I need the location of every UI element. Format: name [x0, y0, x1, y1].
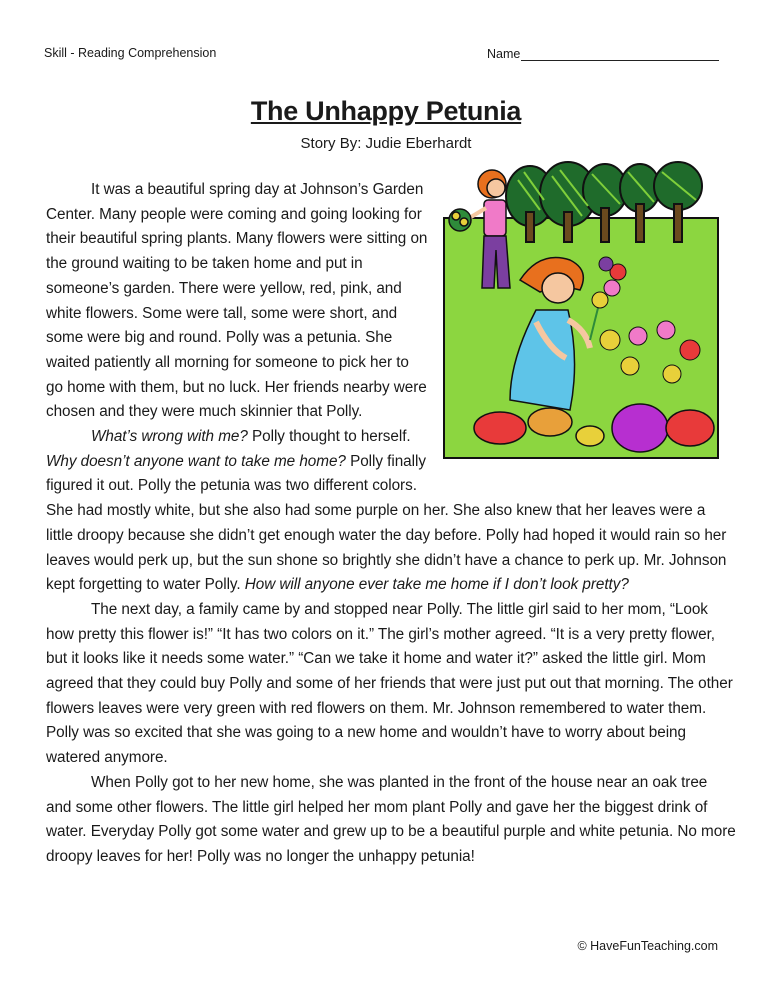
skill-label: Skill - Reading Comprehension [44, 46, 217, 60]
paragraph-1: It was a beautiful spring day at Johnson’s Garden Center. Many people were coming and going looking for their beautiful spring plants. Many flowers were sitting on the ground waiting to be taken home and put in someone’s garden. There were yellow, red, pink, and white flowers. Some were tall, some were short, and some were big and round. Polly was a petunia. She waited patiently all morning for someone to pick her to go home with them, but no luck. Her friends nearby were chosen and they were much skinnier that Polly. [46, 181, 428, 421]
name-label: Name [487, 47, 521, 61]
thought-1: What’s wrong with me? [91, 428, 248, 446]
name-field[interactable] [487, 46, 719, 61]
paragraph-2-text-a: Polly thought to herself. [247, 428, 411, 446]
copyright-footer: © HaveFunTeaching.com [577, 939, 718, 953]
name-blank-line[interactable] [521, 46, 719, 61]
thought-2: Why doesn’t anyone want to take me home? [46, 452, 346, 470]
story-byline: Story By: Judie Eberhardt [300, 135, 472, 152]
paragraph-2-text-b: Polly finally figured it out. Polly the petunia was two different colors. She had mostly white, but she also had some purple on her. She also knew that her leaves were a little droopy because she didn’t get enough water the day before. Polly had hoped it would rain so her leaves would perk up, but the sun shone so brightly she didn’t have a chance to perk up. Mr. Johnson kept forgetting to water Polly. [46, 452, 727, 594]
story-title: The Unhappy Petunia [250, 96, 522, 126]
page-header [44, 46, 722, 64]
paragraph-4: When Polly got to her new home, she was planted in the front of the house near an oak tree and some other flowers. The little girl helped her mom plant Polly and gave her the biggest drink of water. Everyday Polly got some water and grew up to be a beautiful purple and white petunia. No more droopy leaves for her! Polly was no longer the unhappy petunia! [46, 773, 736, 865]
paragraph-3: The next day, a family came by and stopped near Polly. The little girl said to her mom, “Look how pretty this flower is!” “It has two colors on it.” The girl’s mother agreed. “It is a very pretty flower, but it looks like it needs some water.” “Can we take it home and water it?” asked the little girl. Mom agreed that they could buy Polly and some of her friends that were just put out that morning. The other flowers leaves were very green with red flowers on them. Mr. Johnson remembered to water them. Polly was so excited that she was going to a new home and wouldn’t have to worry about being watered anymore. [46, 600, 733, 767]
garden-illustration [440, 160, 722, 460]
thought-3: How will anyone ever take me home if I don’t look pretty? [244, 576, 629, 594]
